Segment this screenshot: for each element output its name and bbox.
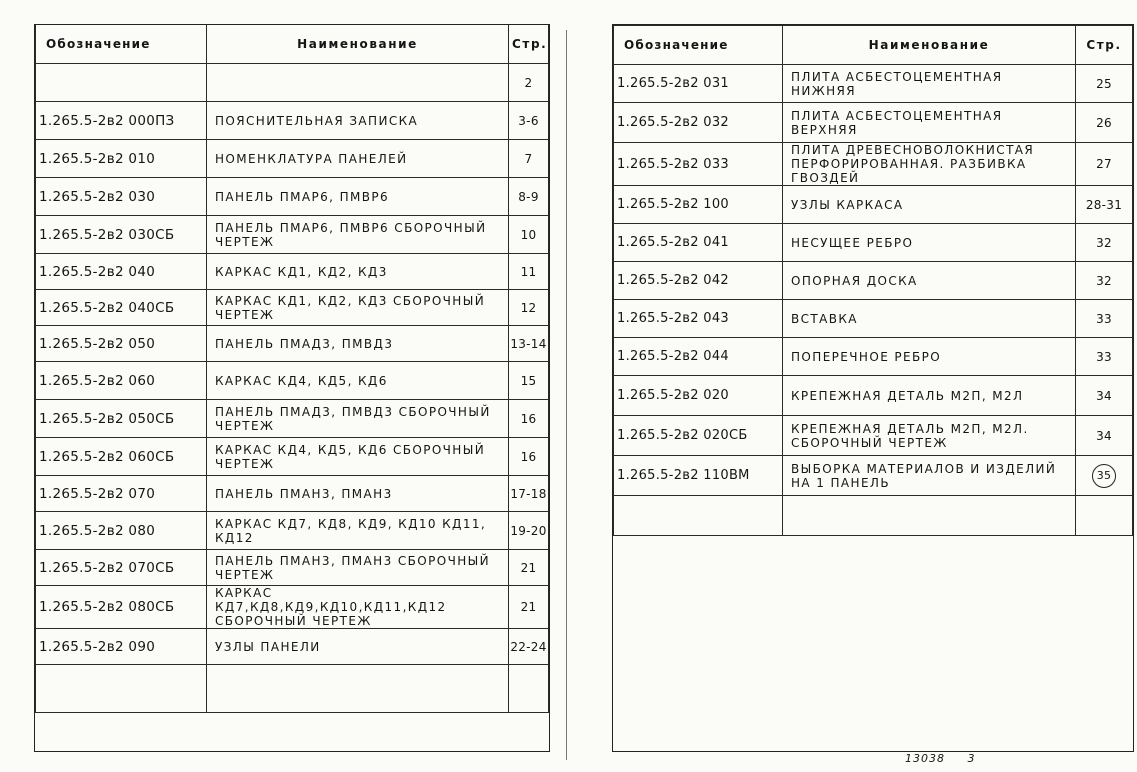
row-designation: 1.265.5-2в2 020СБ xyxy=(614,416,783,456)
table-row xyxy=(614,338,1133,376)
table-row xyxy=(614,456,1133,496)
table-row xyxy=(614,496,1133,536)
table-row xyxy=(36,216,549,254)
row-name: ПОЯСНИТЕЛЬНАЯ ЗАПИСКА xyxy=(207,102,509,140)
row-page: 27 xyxy=(1076,143,1133,186)
row-page: 33 xyxy=(1076,338,1133,376)
row-name xyxy=(207,64,509,102)
table-row xyxy=(36,550,549,586)
row-name: ПОПЕРЕЧНОЕ РЕБРО xyxy=(783,338,1076,376)
row-designation: 1.265.5-2в2 060 xyxy=(36,362,207,400)
header-page: Стр. xyxy=(1076,26,1133,65)
header-designation: Обозначение xyxy=(36,25,207,64)
table-row xyxy=(36,512,549,550)
table-row xyxy=(36,438,549,476)
row-designation xyxy=(36,64,207,102)
table-row xyxy=(614,143,1133,186)
row-name: ПАНЕЛЬ ПМАД3, ПМВД3 СБОРОЧНЫЙ ЧЕРТЕЖ xyxy=(207,400,509,438)
row-designation: 1.265.5-2в2 030 xyxy=(36,178,207,216)
row-name: ПАНЕЛЬ ПМАН3, ПМАН3 xyxy=(207,476,509,512)
row-page: 19-20 xyxy=(509,512,549,550)
header-name: Наименование xyxy=(783,26,1076,65)
row-designation: 1.265.5-2в2 032 xyxy=(614,103,783,143)
row-designation: 1.265.5-2в2 050СБ xyxy=(36,400,207,438)
right-table-body xyxy=(614,65,1133,536)
row-page: 10 xyxy=(509,216,549,254)
row-name: КАРКАС КД4, КД5, КД6 xyxy=(207,362,509,400)
row-designation: 1.265.5-2в2 010 xyxy=(36,140,207,178)
right-sheet xyxy=(612,24,1134,752)
table-row xyxy=(614,224,1133,262)
row-page: 21 xyxy=(509,586,549,629)
table-row xyxy=(36,629,549,665)
table-row xyxy=(36,362,549,400)
row-page: 8-9 xyxy=(509,178,549,216)
row-page: 12 xyxy=(509,290,549,326)
row-name: ПАНЕЛЬ ПМАР6, ПМВР6 СБОРОЧНЫЙ ЧЕРТЕЖ xyxy=(207,216,509,254)
row-designation: 1.265.5-2в2 033 xyxy=(614,143,783,186)
row-designation: 1.265.5-2в2 070 xyxy=(36,476,207,512)
header-row xyxy=(36,25,549,64)
row-name: УЗЛЫ ПАНЕЛИ xyxy=(207,629,509,665)
table-row xyxy=(36,64,549,102)
row-name: КАРКАС КД7,КД8,КД9,КД10,КД11,КД12 СБОРОЧНЫЙ ЧЕРТЕЖ xyxy=(207,586,509,629)
row-designation: 1.265.5-2в2 090 xyxy=(36,629,207,665)
row-page: 32 xyxy=(1076,262,1133,300)
sheet-number: 3 xyxy=(967,752,976,765)
table-row xyxy=(36,326,549,362)
row-designation: 1.265.5-2в2 031 xyxy=(614,65,783,103)
row-designation: 1.265.5-2в2 050 xyxy=(36,326,207,362)
row-page xyxy=(1076,456,1133,496)
row-name xyxy=(783,496,1076,536)
row-designation: 1.265.5-2в2 044 xyxy=(614,338,783,376)
row-designation: 1.265.5-2в2 060СБ xyxy=(36,438,207,476)
table-row xyxy=(36,586,549,629)
row-designation: 1.265.5-2в2 030СБ xyxy=(36,216,207,254)
footer-stamp xyxy=(905,752,994,765)
row-name: УЗЛЫ КАРКАСА xyxy=(783,186,1076,224)
row-name: НЕСУЩЕЕ РЕБРО xyxy=(783,224,1076,262)
row-page: 16 xyxy=(509,438,549,476)
row-designation xyxy=(614,496,783,536)
row-name: КРЕПЕЖНАЯ ДЕТАЛЬ М2П, М2Л. СБОРОЧНЫЙ ЧЕРТЕЖ xyxy=(783,416,1076,456)
row-page xyxy=(509,665,549,713)
row-name: КАРКАС КД1, КД2, КД3 СБОРОЧНЫЙ ЧЕРТЕЖ xyxy=(207,290,509,326)
row-page: 2 xyxy=(509,64,549,102)
table-row xyxy=(614,262,1133,300)
drawing-number: 13038 xyxy=(905,752,945,765)
header-page: Стр. xyxy=(509,25,549,64)
row-page: 17-18 xyxy=(509,476,549,512)
table-row xyxy=(614,376,1133,416)
row-page: 26 xyxy=(1076,103,1133,143)
left-contents-table xyxy=(35,25,549,713)
table-row xyxy=(36,476,549,512)
row-designation: 1.265.5-2в2 080СБ xyxy=(36,586,207,629)
row-page: 34 xyxy=(1076,376,1133,416)
row-designation: 1.265.5-2в2 000ПЗ xyxy=(36,102,207,140)
row-name: НОМЕНКЛАТУРА ПАНЕЛЕЙ xyxy=(207,140,509,178)
left-sheet xyxy=(34,24,550,752)
table-row xyxy=(614,103,1133,143)
left-table-body xyxy=(36,64,549,713)
row-name: КРЕПЕЖНАЯ ДЕТАЛЬ М2П, М2Л xyxy=(783,376,1076,416)
row-name: ПЛИТА АСБЕСТОЦЕМЕНТНАЯ ВЕРХНЯЯ xyxy=(783,103,1076,143)
row-designation: 1.265.5-2в2 100 xyxy=(614,186,783,224)
row-designation: 1.265.5-2в2 110ВМ xyxy=(614,456,783,496)
header-name: Наименование xyxy=(207,25,509,64)
row-name: КАРКАС КД7, КД8, КД9, КД10 КД11, КД12 xyxy=(207,512,509,550)
row-page: 25 xyxy=(1076,65,1133,103)
circled-page-number: 35 xyxy=(1092,464,1116,488)
table-row xyxy=(614,65,1133,103)
row-name: ПАНЕЛЬ ПМАН3, ПМАН3 СБОРОЧНЫЙ ЧЕРТЕЖ xyxy=(207,550,509,586)
fold-line xyxy=(566,30,567,760)
table-row xyxy=(36,140,549,178)
row-name: ВСТАВКА xyxy=(783,300,1076,338)
right-contents-table xyxy=(613,25,1133,536)
row-page xyxy=(1076,496,1133,536)
table-row xyxy=(614,300,1133,338)
row-page: 15 xyxy=(509,362,549,400)
row-name: КАРКАС КД1, КД2, КД3 xyxy=(207,254,509,290)
table-row xyxy=(36,254,549,290)
row-page: 22-24 xyxy=(509,629,549,665)
row-name: ПЛИТА ДРЕВЕСНОВОЛОКНИСТАЯ ПЕРФОРИРОВАННАЯ. РАЗБИВКА ГВОЗДЕЙ xyxy=(783,143,1076,186)
row-name: ОПОРНАЯ ДОСКА xyxy=(783,262,1076,300)
row-designation: 1.265.5-2в2 020 xyxy=(614,376,783,416)
row-name: ВЫБОРКА МАТЕРИАЛОВ И ИЗДЕЛИЙ НА 1 ПАНЕЛЬ xyxy=(783,456,1076,496)
row-designation: 1.265.5-2в2 043 xyxy=(614,300,783,338)
table-row xyxy=(36,102,549,140)
row-name: ПАНЕЛЬ ПМАД3, ПМВД3 xyxy=(207,326,509,362)
table-row xyxy=(36,290,549,326)
row-page: 16 xyxy=(509,400,549,438)
row-name: ПАНЕЛЬ ПМАР6, ПМВР6 xyxy=(207,178,509,216)
row-designation: 1.265.5-2в2 040 xyxy=(36,254,207,290)
row-name: ПЛИТА АСБЕСТОЦЕМЕНТНАЯ НИЖНЯЯ xyxy=(783,65,1076,103)
row-page: 28-31 xyxy=(1076,186,1133,224)
row-page: 34 xyxy=(1076,416,1133,456)
row-designation: 1.265.5-2в2 041 xyxy=(614,224,783,262)
table-row xyxy=(614,416,1133,456)
table-row xyxy=(36,178,549,216)
header-designation: Обозначение xyxy=(614,26,783,65)
row-page: 11 xyxy=(509,254,549,290)
row-designation: 1.265.5-2в2 042 xyxy=(614,262,783,300)
row-designation: 1.265.5-2в2 040СБ xyxy=(36,290,207,326)
row-name xyxy=(207,665,509,713)
table-row xyxy=(36,665,549,713)
header-row xyxy=(614,26,1133,65)
row-page: 7 xyxy=(509,140,549,178)
table-row xyxy=(36,400,549,438)
row-designation xyxy=(36,665,207,713)
row-designation: 1.265.5-2в2 080 xyxy=(36,512,207,550)
row-page: 3-6 xyxy=(509,102,549,140)
row-page: 13-14 xyxy=(509,326,549,362)
row-designation: 1.265.5-2в2 070СБ xyxy=(36,550,207,586)
row-page: 21 xyxy=(509,550,549,586)
row-page: 32 xyxy=(1076,224,1133,262)
row-name: КАРКАС КД4, КД5, КД6 СБОРОЧНЫЙ ЧЕРТЕЖ xyxy=(207,438,509,476)
row-page: 33 xyxy=(1076,300,1133,338)
table-row xyxy=(614,186,1133,224)
